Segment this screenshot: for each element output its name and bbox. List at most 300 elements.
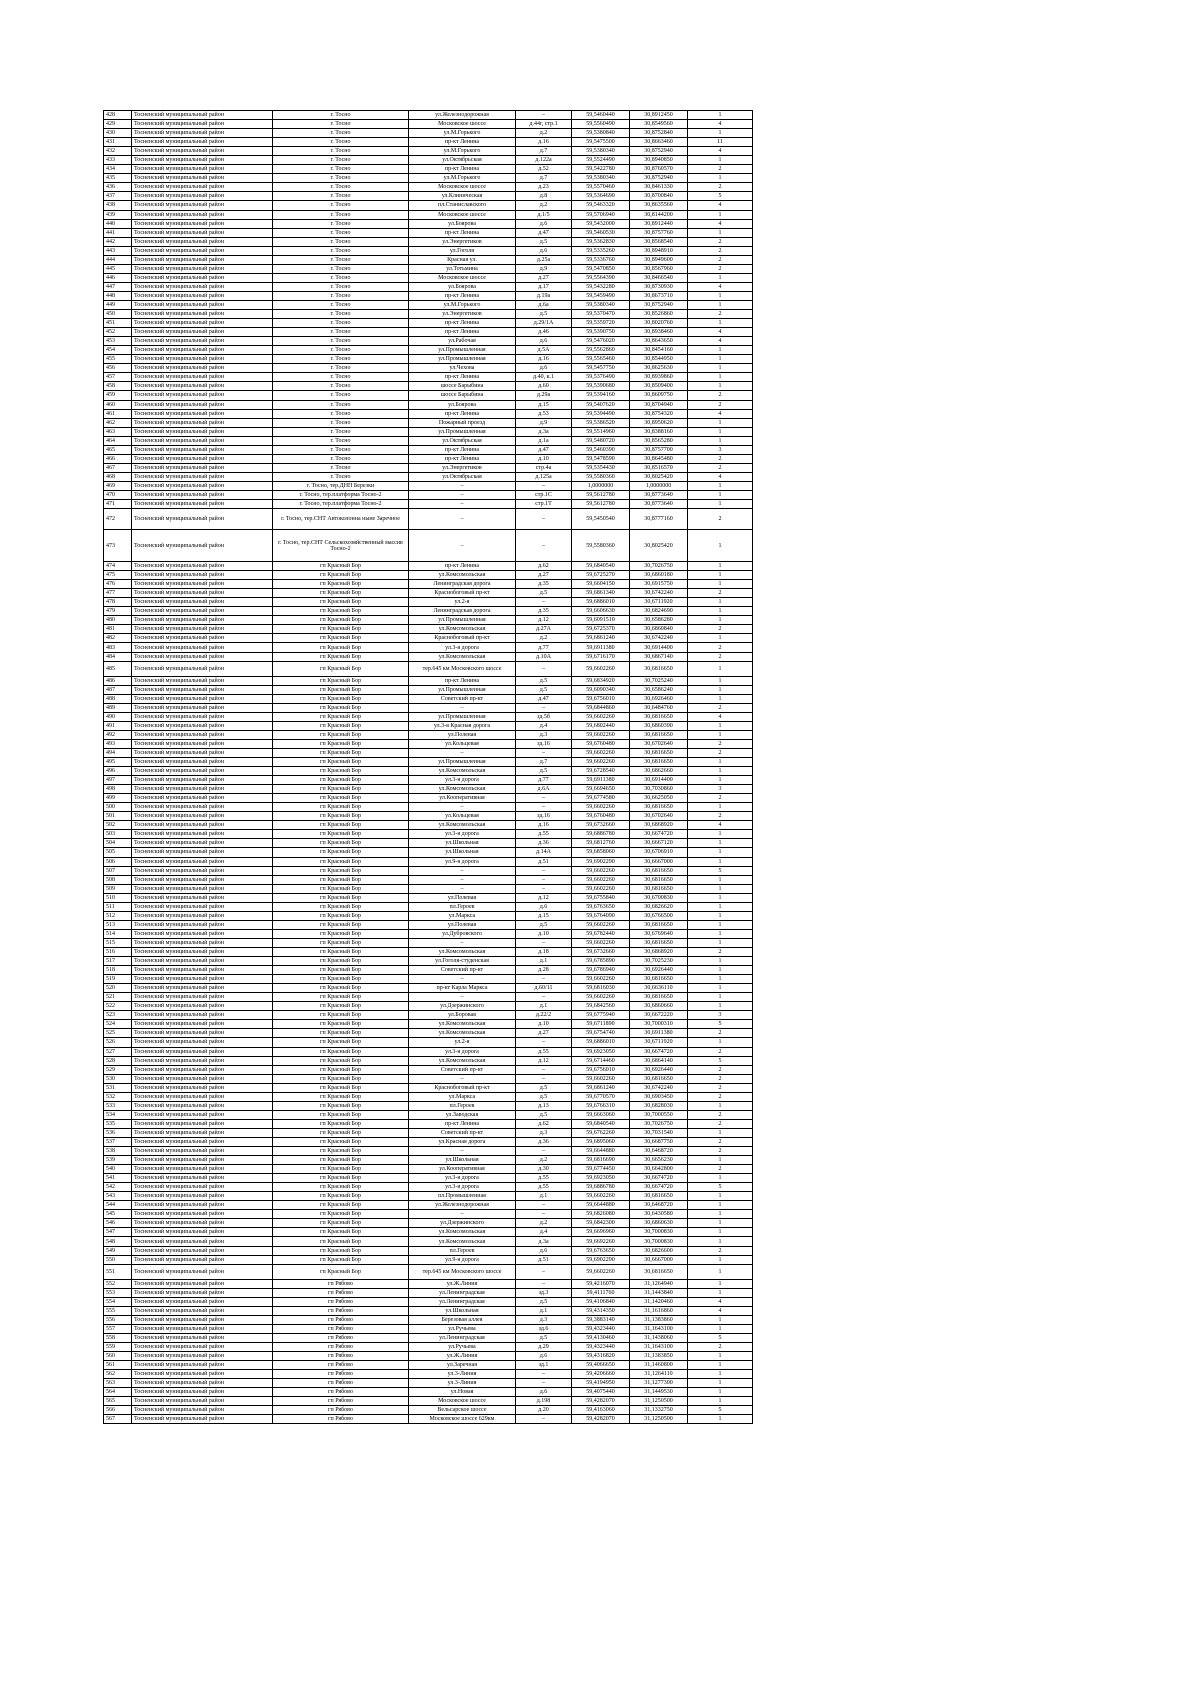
street-cell: – — [409, 1074, 516, 1083]
longitude-cell: 30,6742240 — [630, 589, 688, 598]
count-cell: 3 — [688, 785, 753, 794]
count-cell: 1 — [688, 1228, 753, 1237]
longitude-cell: 30,6816650 — [630, 748, 688, 757]
street-cell: тер.645 км Московского шоссе — [409, 1264, 516, 1279]
row-number: 471 — [104, 500, 132, 509]
row-number: 528 — [104, 1056, 132, 1065]
longitude-cell: 30,6816650 — [630, 712, 688, 721]
district-cell: Тосненский муниципальный район — [132, 652, 273, 661]
street-cell: Ленинградская дорога — [409, 607, 516, 616]
longitude-cell: 30,8939860 — [630, 373, 688, 382]
latitude-cell: 59,6763650 — [572, 902, 630, 911]
settlement-cell: гп Красный Бор — [273, 1020, 409, 1029]
longitude-cell: 30,8704940 — [630, 400, 688, 409]
table-row — [104, 1333, 753, 1342]
district-cell: Тосненский муниципальный район — [132, 1002, 273, 1011]
latitude-cell: 59,5457750 — [572, 364, 630, 373]
row-number: 542 — [104, 1183, 132, 1192]
longitude-cell: 30,6926440 — [630, 966, 688, 975]
row-number: 461 — [104, 409, 132, 418]
district-cell: Тосненский муниципальный район — [132, 1119, 273, 1128]
house-cell: д.10 — [516, 929, 572, 938]
table-row — [104, 739, 753, 748]
street-cell: ул.Гоголя — [409, 246, 516, 255]
house-cell: д.3 — [516, 1128, 572, 1137]
settlement-cell: гп Красный Бор — [273, 1128, 409, 1137]
settlement-cell: г. Тосно — [273, 228, 409, 237]
house-cell: зд.6 — [516, 1324, 572, 1333]
latitude-cell: 59,5514960 — [572, 427, 630, 436]
settlement-cell: гп Красный Бор — [273, 739, 409, 748]
row-number: 509 — [104, 884, 132, 893]
district-cell: Тосненский муниципальный район — [132, 694, 273, 703]
count-cell: 1 — [688, 776, 753, 785]
settlement-cell: гп Красный Бор — [273, 652, 409, 661]
house-cell: д.5 — [516, 1297, 572, 1306]
table-row — [104, 138, 753, 147]
settlement-cell: гп Красный Бор — [273, 721, 409, 730]
longitude-cell: 30,6711920 — [630, 1038, 688, 1047]
table-row — [104, 264, 753, 273]
longitude-cell: 30,6816650 — [630, 938, 688, 947]
count-cell: 1 — [688, 1255, 753, 1264]
house-cell: д.9 — [516, 418, 572, 427]
table-row — [104, 237, 753, 246]
longitude-cell: 30,8912450 — [630, 111, 688, 120]
longitude-cell: 31,1643100 — [630, 1324, 688, 1333]
district-cell: Тосненский муниципальный район — [132, 975, 273, 984]
street-cell: Московское шоссе 629км — [409, 1415, 516, 1424]
settlement-cell: гп Красный Бор — [273, 1002, 409, 1011]
count-cell: 4 — [688, 1306, 753, 1315]
house-cell: д.10 — [516, 454, 572, 463]
settlement-cell: гп Рябово — [273, 1324, 409, 1333]
street-cell: пл.Героев — [409, 902, 516, 911]
house-cell: д.5 — [516, 920, 572, 929]
longitude-cell: 31,1460800 — [630, 1361, 688, 1370]
district-cell: Тосненский муниципальный район — [132, 812, 273, 821]
street-cell: пр-кт Ленина — [409, 445, 516, 454]
street-cell: Советский пр-кт — [409, 1065, 516, 1074]
street-cell: ул.Энергетиков — [409, 310, 516, 319]
settlement-cell: г. Тосно — [273, 246, 409, 255]
count-cell: 2 — [688, 1165, 753, 1174]
longitude-cell: 31,1420460 — [630, 1297, 688, 1306]
street-cell: ул.3-я дорога — [409, 1174, 516, 1183]
latitude-cell: 59,6714460 — [572, 1056, 630, 1065]
count-cell: 1 — [688, 436, 753, 445]
house-cell: д.55 — [516, 1174, 572, 1183]
count-cell: 1 — [688, 427, 753, 436]
table-row — [104, 291, 753, 300]
row-number: 537 — [104, 1137, 132, 1146]
street-cell: пр-кт Ленина — [409, 562, 516, 571]
longitude-cell: 30,8625630 — [630, 364, 688, 373]
street-cell: ул.2-я — [409, 1038, 516, 1047]
row-number: 484 — [104, 652, 132, 661]
count-cell: 2 — [688, 652, 753, 661]
table-row — [104, 616, 753, 625]
table-row — [104, 310, 753, 319]
longitude-cell: 30,6826620 — [630, 902, 688, 911]
count-cell: 1 — [688, 661, 753, 676]
district-cell: Тосненский муниципальный район — [132, 1264, 273, 1279]
row-number: 504 — [104, 839, 132, 848]
longitude-cell: 30,6636110 — [630, 984, 688, 993]
row-number: 439 — [104, 210, 132, 219]
count-cell: 1 — [688, 1174, 753, 1183]
longitude-cell: 30,6711920 — [630, 598, 688, 607]
latitude-cell: 59,6756010 — [572, 694, 630, 703]
settlement-cell: г. Тосно — [273, 337, 409, 346]
house-cell: д.16 — [516, 355, 572, 364]
longitude-cell: 30,7026750 — [630, 1119, 688, 1128]
district-cell: Тосненский муниципальный район — [132, 472, 273, 481]
settlement-cell: гп Красный Бор — [273, 1183, 409, 1192]
latitude-cell: 59,4206660 — [572, 1370, 630, 1379]
house-cell: д.47 — [516, 228, 572, 237]
table-row — [104, 418, 753, 427]
latitude-cell: 59,6602260 — [572, 661, 630, 676]
settlement-cell: г. Тосно, тер.ДНП Березки — [273, 481, 409, 490]
house-cell: зд.16 — [516, 812, 572, 821]
latitude-cell: 59,6861240 — [572, 1083, 630, 1092]
settlement-cell: гп Красный Бор — [273, 625, 409, 634]
count-cell: 1 — [688, 1415, 753, 1424]
district-cell: Тосненский муниципальный район — [132, 1415, 273, 1424]
longitude-cell: 30,6824690 — [630, 607, 688, 616]
longitude-cell: 30,6826600 — [630, 1246, 688, 1255]
count-cell: 1 — [688, 273, 753, 282]
district-cell: Тосненский муниципальный район — [132, 373, 273, 382]
settlement-cell: г. Тосно — [273, 400, 409, 409]
settlement-cell: гп Красный Бор — [273, 1246, 409, 1255]
longitude-cell: 31,1332750 — [630, 1406, 688, 1415]
row-number: 541 — [104, 1174, 132, 1183]
row-number: 488 — [104, 694, 132, 703]
settlement-cell: г. Тосно — [273, 472, 409, 481]
street-cell: – — [409, 884, 516, 893]
count-cell: 2 — [688, 1092, 753, 1101]
row-number: 497 — [104, 776, 132, 785]
count-cell: 1 — [688, 1324, 753, 1333]
row-number: 482 — [104, 634, 132, 643]
row-number: 464 — [104, 436, 132, 445]
district-cell: Тосненский муниципальный район — [132, 875, 273, 884]
settlement-cell: гп Красный Бор — [273, 607, 409, 616]
house-cell: д.7 — [516, 147, 572, 156]
street-cell: Советский пр-кт — [409, 966, 516, 975]
district-cell: Тосненский муниципальный район — [132, 625, 273, 634]
house-cell: д.25а — [516, 255, 572, 264]
count-cell: 1 — [688, 156, 753, 165]
house-cell: д.16 — [516, 821, 572, 830]
street-cell: ул.Полевая — [409, 893, 516, 902]
count-cell: 1 — [688, 1201, 753, 1210]
latitude-cell: 59,6602260 — [572, 748, 630, 757]
district-cell: Тосненский муниципальный район — [132, 1333, 273, 1342]
table-row — [104, 1174, 753, 1183]
district-cell: Тосненский муниципальный район — [132, 1370, 273, 1379]
street-cell: пл.Промышленная — [409, 1192, 516, 1201]
row-number: 552 — [104, 1279, 132, 1288]
latitude-cell: 59,6774580 — [572, 794, 630, 803]
table-row — [104, 1002, 753, 1011]
latitude-cell: 59,5362830 — [572, 237, 630, 246]
district-cell: Тосненский муниципальный район — [132, 156, 273, 165]
district-cell: Тосненский муниципальный район — [132, 712, 273, 721]
settlement-cell: гп Красный Бор — [273, 848, 409, 857]
longitude-cell: 30,6430580 — [630, 1210, 688, 1219]
longitude-cell: 30,6742240 — [630, 634, 688, 643]
street-cell: – — [409, 975, 516, 984]
row-number: 507 — [104, 866, 132, 875]
street-cell: ул.Октябрьская — [409, 156, 516, 165]
row-number: 432 — [104, 147, 132, 156]
table-row — [104, 785, 753, 794]
latitude-cell: 59,6844860 — [572, 703, 630, 712]
street-cell: Советский пр-кт — [409, 694, 516, 703]
longitude-cell: 30,8730930 — [630, 282, 688, 291]
count-cell: 2 — [688, 794, 753, 803]
row-number: 493 — [104, 739, 132, 748]
house-cell: д.27 — [516, 571, 572, 580]
house-cell: д.47 — [516, 445, 572, 454]
latitude-cell: 59,5580360 — [572, 530, 630, 562]
house-cell: д.46 — [516, 328, 572, 337]
street-cell: Московское шоссе — [409, 183, 516, 192]
table-row — [104, 1128, 753, 1137]
row-number: 469 — [104, 481, 132, 490]
latitude-cell: 59,4066650 — [572, 1361, 630, 1370]
house-cell: д.62 — [516, 562, 572, 571]
street-cell: ул.3-я дорога — [409, 776, 516, 785]
count-cell: 5 — [688, 1406, 753, 1415]
settlement-cell: гп Рябово — [273, 1352, 409, 1361]
district-cell: Тосненский муниципальный район — [132, 255, 273, 264]
latitude-cell: 59,6694650 — [572, 785, 630, 794]
district-cell: Тосненский муниципальный район — [132, 1165, 273, 1174]
district-cell: Тосненский муниципальный район — [132, 1065, 273, 1074]
row-number: 440 — [104, 219, 132, 228]
longitude-cell: 30,6868920 — [630, 821, 688, 830]
street-cell: пл.Героев — [409, 1101, 516, 1110]
latitude-cell: 59,5480720 — [572, 436, 630, 445]
district-cell: Тосненский муниципальный район — [132, 839, 273, 848]
longitude-cell: 30,8567960 — [630, 264, 688, 273]
row-number: 434 — [104, 165, 132, 174]
district-cell: Тосненский муниципальный район — [132, 282, 273, 291]
street-cell: ул.Комсомольская — [409, 1228, 516, 1237]
table-row — [104, 1237, 753, 1246]
settlement-cell: г. Тосно — [273, 409, 409, 418]
house-cell: д.2 — [516, 201, 572, 210]
district-cell: Тосненский муниципальный район — [132, 947, 273, 956]
table-row — [104, 1110, 753, 1119]
house-cell: д.20 — [516, 1406, 572, 1415]
longitude-cell: 31,1250500 — [630, 1415, 688, 1424]
table-row — [104, 255, 753, 264]
table-row — [104, 246, 753, 255]
row-number: 524 — [104, 1020, 132, 1029]
table-row — [104, 509, 753, 530]
table-row — [104, 598, 753, 607]
table-row — [104, 165, 753, 174]
district-cell: Тосненский муниципальный район — [132, 938, 273, 947]
house-cell: – — [516, 875, 572, 884]
latitude-cell: 59,5380340 — [572, 174, 630, 183]
house-cell: д.27 — [516, 273, 572, 282]
settlement-cell: гп Красный Бор — [273, 984, 409, 993]
row-number: 492 — [104, 730, 132, 739]
house-cell: д.27А — [516, 625, 572, 634]
latitude-cell: 59,5390680 — [572, 382, 630, 391]
table-row — [104, 1342, 753, 1351]
table-row — [104, 1038, 753, 1047]
row-number: 519 — [104, 975, 132, 984]
district-cell: Тосненский муниципальный район — [132, 1083, 273, 1092]
table-row — [104, 1020, 753, 1029]
settlement-cell: гп Красный Бор — [273, 1011, 409, 1020]
latitude-cell: 59,6602260 — [572, 758, 630, 767]
street-cell: ул.Дзержинского — [409, 1002, 516, 1011]
longitude-cell: 30,6816650 — [630, 920, 688, 929]
table-row — [104, 273, 753, 282]
settlement-cell: гп Рябово — [273, 1333, 409, 1342]
latitude-cell: 59,6602260 — [572, 884, 630, 893]
house-cell: зд.3 — [516, 1288, 572, 1297]
street-cell: ул.Дзержинского — [409, 1219, 516, 1228]
latitude-cell: 59,5354430 — [572, 463, 630, 472]
district-cell: Тосненский муниципальный район — [132, 1324, 273, 1333]
district-cell: Тосненский муниципальный район — [132, 427, 273, 436]
settlement-cell: гп Красный Бор — [273, 1192, 409, 1201]
count-cell: 5 — [688, 192, 753, 201]
house-cell: д.122а — [516, 156, 572, 165]
longitude-cell: 30,6828030 — [630, 1101, 688, 1110]
count-cell: 2 — [688, 589, 753, 598]
settlement-cell: гп Красный Бор — [273, 1119, 409, 1128]
count-cell: 4 — [688, 821, 753, 830]
settlement-cell: гп Рябово — [273, 1379, 409, 1388]
settlement-cell: г. Тосно — [273, 237, 409, 246]
table-row — [104, 993, 753, 1002]
settlement-cell: г. Тосно — [273, 300, 409, 309]
district-cell: Тосненский муниципальный район — [132, 1047, 273, 1056]
house-cell: – — [516, 884, 572, 893]
count-cell: 4 — [688, 712, 753, 721]
latitude-cell: 59,5336760 — [572, 255, 630, 264]
latitude-cell: 59,4323440 — [572, 1342, 630, 1351]
district-cell: Тосненский муниципальный район — [132, 328, 273, 337]
settlement-cell: г. Тосно — [273, 174, 409, 183]
count-cell: 2 — [688, 739, 753, 748]
settlement-cell: гп Красный Бор — [273, 1165, 409, 1174]
table-row — [104, 1361, 753, 1370]
latitude-cell: 59,4282070 — [572, 1397, 630, 1406]
latitude-cell: 59,4075440 — [572, 1388, 630, 1397]
street-cell: ул.Ж.Линия — [409, 1352, 516, 1361]
longitude-cell: 30,6674720 — [630, 830, 688, 839]
latitude-cell: 59,6834920 — [572, 676, 630, 685]
table-row — [104, 373, 753, 382]
count-cell: 11 — [688, 138, 753, 147]
row-number: 470 — [104, 490, 132, 499]
longitude-cell: 31,1277300 — [630, 1379, 688, 1388]
table-row — [104, 694, 753, 703]
count-cell: 2 — [688, 255, 753, 264]
longitude-cell: 31,1449530 — [630, 1388, 688, 1397]
house-cell: – — [516, 803, 572, 812]
settlement-cell: г. Тосно — [273, 382, 409, 391]
district-cell: Тосненский муниципальный район — [132, 183, 273, 192]
latitude-cell: 59,6606630 — [572, 607, 630, 616]
count-cell: 5 — [688, 1056, 753, 1065]
latitude-cell: 59,6725370 — [572, 625, 630, 634]
table-row — [104, 1156, 753, 1165]
settlement-cell: гп Красный Бор — [273, 634, 409, 643]
row-number: 490 — [104, 712, 132, 721]
latitude-cell: 59,5359720 — [572, 319, 630, 328]
district-cell: Тосненский муниципальный район — [132, 1128, 273, 1137]
latitude-cell: 59,5422780 — [572, 165, 630, 174]
longitude-cell: 30,6766500 — [630, 911, 688, 920]
district-cell: Тосненский муниципальный район — [132, 147, 273, 156]
table-row — [104, 957, 753, 966]
table-row — [104, 1137, 753, 1146]
count-cell: 1 — [688, 607, 753, 616]
settlement-cell: гп Красный Бор — [273, 957, 409, 966]
settlement-cell: гп Рябово — [273, 1342, 409, 1351]
row-number: 431 — [104, 138, 132, 147]
row-number: 454 — [104, 346, 132, 355]
count-cell: 2 — [688, 947, 753, 956]
count-cell: 2 — [688, 1147, 753, 1156]
district-cell: Тосненский муниципальный район — [132, 1228, 273, 1237]
count-cell: 1 — [688, 1279, 753, 1288]
district-cell: Тосненский муниципальный район — [132, 364, 273, 373]
street-cell: ул.Заречная — [409, 1361, 516, 1370]
row-number: 491 — [104, 721, 132, 730]
district-cell: Тосненский муниципальный район — [132, 929, 273, 938]
row-number: 485 — [104, 661, 132, 676]
latitude-cell: 59,5580360 — [572, 472, 630, 481]
latitude-cell: 59,6770570 — [572, 1092, 630, 1101]
district-cell: Тосненский муниципальный район — [132, 721, 273, 730]
district-cell: Тосненский муниципальный район — [132, 785, 273, 794]
row-number: 487 — [104, 685, 132, 694]
district-cell: Тосненский муниципальный район — [132, 685, 273, 694]
settlement-cell: гп Красный Бор — [273, 1029, 409, 1038]
count-cell: 1 — [688, 1038, 753, 1047]
row-number: 429 — [104, 120, 132, 129]
latitude-cell: 59,6728540 — [572, 767, 630, 776]
longitude-cell: 30,6656230 — [630, 1156, 688, 1165]
settlement-cell: гп Красный Бор — [273, 839, 409, 848]
latitude-cell: 59,4323440 — [572, 1324, 630, 1333]
row-number: 536 — [104, 1128, 132, 1137]
house-cell: – — [516, 481, 572, 490]
row-number: 510 — [104, 893, 132, 902]
row-number: 529 — [104, 1065, 132, 1074]
table-row — [104, 228, 753, 237]
count-cell: 2 — [688, 1246, 753, 1255]
row-number: 478 — [104, 598, 132, 607]
row-number: 472 — [104, 509, 132, 530]
latitude-cell: 59,5364690 — [572, 192, 630, 201]
table-row — [104, 409, 753, 418]
row-number: 512 — [104, 911, 132, 920]
